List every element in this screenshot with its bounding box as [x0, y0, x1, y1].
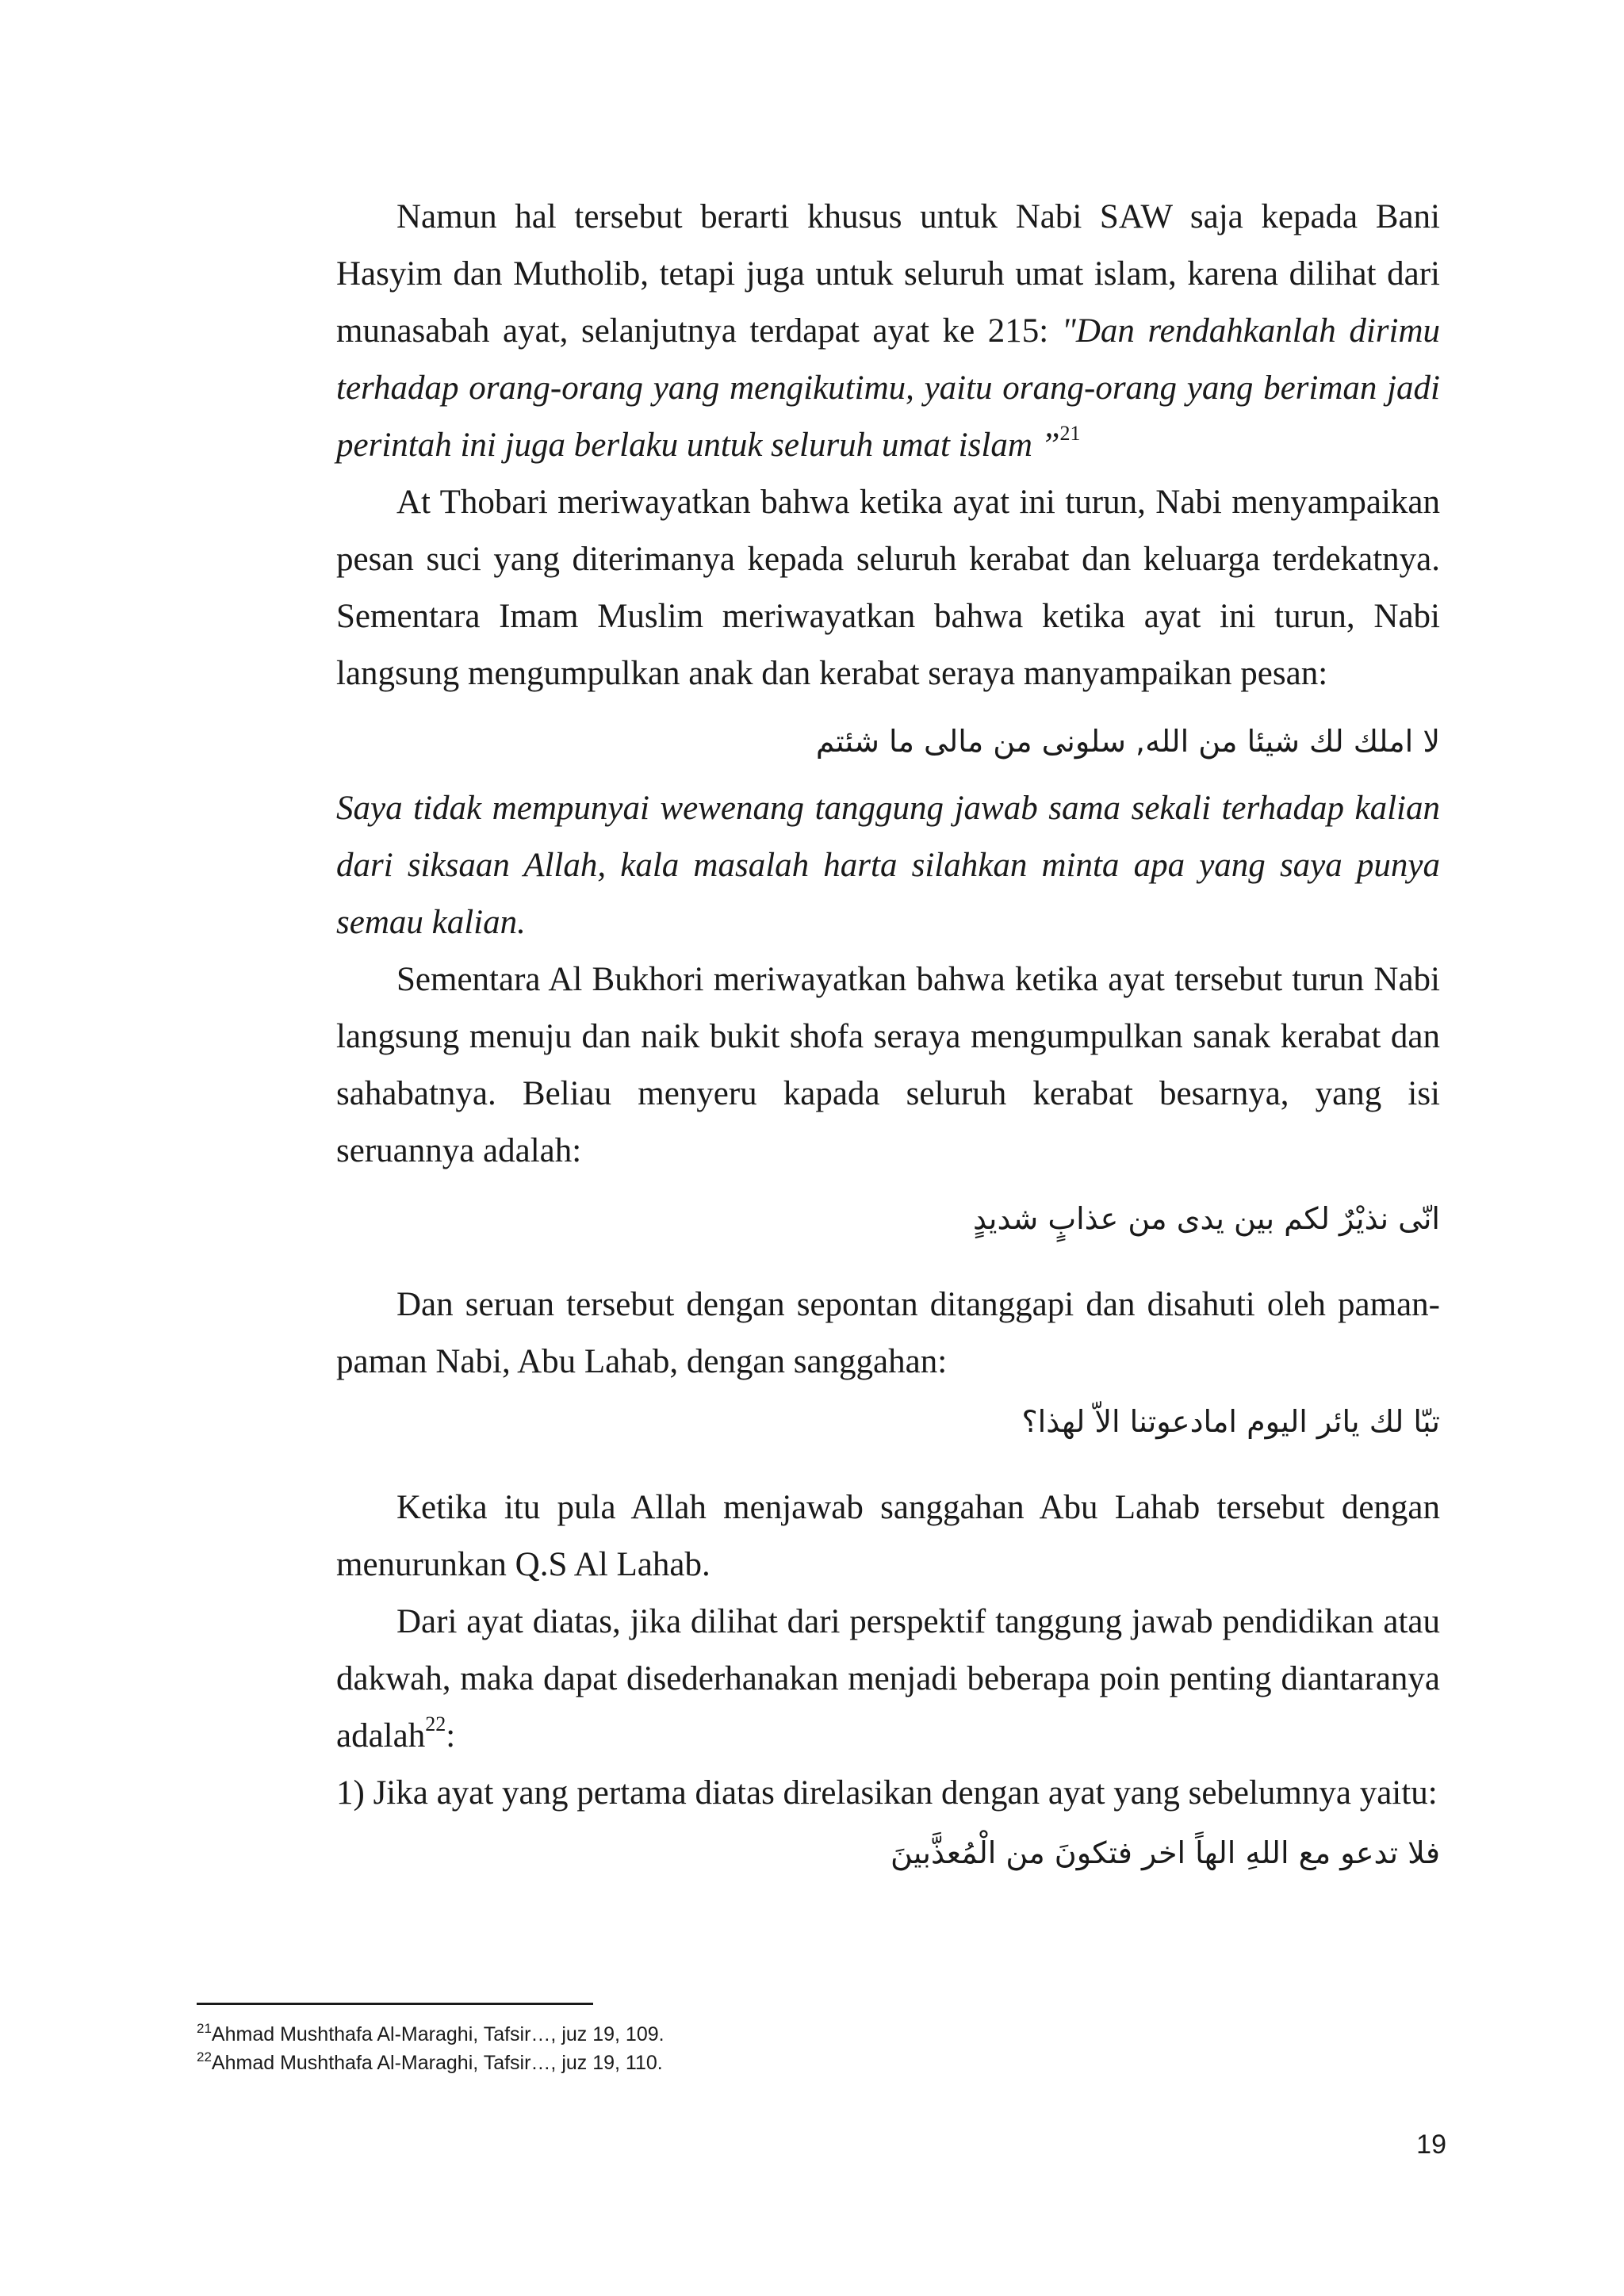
paragraph-2: At Thobari meriwayatkan bahwa ketika ayat ini turun, Nabi menyampaikan pesan suci yang diterimanya kepada seluruh kerabat dan keluarga terdekatnya. Sementara Imam Muslim meriwayatkan bahwa ketika ayat ini turun, Nabi langsung mengumpulkan anak dan kerabat seraya manyampaikan pesan: [336, 484, 1440, 692]
paragraph-3: Sementara Al Bukhori meriwayatkan bahwa ketika ayat tersebut turun Nabi langsung menuju dan naik bukit shofa seraya mengumpulkan sanak kerabat dan sahabatnya. Beliau menyeru kapada seluruh kerabat besarnya, yang isi seruannya adalah: [336, 961, 1440, 1169]
main-text-block [336, 189, 1440, 1884]
footnote-21 [197, 2020, 665, 2049]
paragraph-1-text: Namun hal tersebut berarti khusus untuk Nabi SAW saja kepada Bani Hasyim dan Mutholib, tetapi juga untuk seluruh umat islam, karena dilihat dari munasabah ayat, selanjutnya terdapat ayat ke 215: [336, 198, 1440, 350]
paragraph-6-suffix: : [446, 1717, 456, 1755]
arabic-quote-2: انّى نذيْرٌ لكم بين يدى من عذابٍ شديدٍ [972, 1201, 1440, 1236]
paragraph-4: Dan seruan tersebut dengan sepontan ditanggapi dan disahuti oleh paman-paman Nabi, Abu Lahab, dengan sanggahan: [336, 1286, 1440, 1380]
footnote-separator [197, 2003, 593, 2005]
paragraph-1 [336, 189, 1440, 474]
footnote-ref-21: 21 [1059, 422, 1081, 445]
footnotes [197, 2020, 665, 2077]
footnote-text: Ahmad Mushthafa Al-Maraghi, Tafsir…, juz 19, 110. [211, 2052, 663, 2074]
translation-1: Saya tidak mempunyai wewenang tanggung jawab sama sekali terhadap kalian dari siksaan Allah, kala masalah harta silahkan minta apa yang saya punya semau kalian. [336, 790, 1440, 941]
footnote-text: Ahmad Mushthafa Al-Maraghi, Tafsir…, juz 19, 109. [211, 2023, 665, 2045]
paragraph-6-text: Dari ayat diatas, jika dilihat dari perspektif tanggung jawab pendidikan atau dakwah, maka dapat disederhanakan menjadi beberapa poin penting diantaranya adalah [336, 1603, 1440, 1755]
page-number: 19 [1416, 2130, 1446, 2160]
paragraph-5: Ketika itu pula Allah menjawab sanggahan Abu Lahab tersebut dengan menurunkan Q.S Al Lahab. [336, 1489, 1440, 1583]
list-item-1: 1) Jika ayat yang pertama diatas direlasikan dengan ayat yang sebelumnya yaitu: [336, 1774, 1438, 1812]
paragraph-1-quote: "Dan rendahkanlah dirimu terhadap orang-orang yang mengikutimu, yaitu orang-orang yang beriman jadi perintah ini juga berlaku untuk seluruh umat islam ” [336, 312, 1440, 464]
footnote-22 [197, 2049, 665, 2077]
footnote-ref-22: 22 [425, 1712, 446, 1735]
arabic-quote-3: تبّا لك يائر اليوم امادعوتنا الاّ لهذا؟ [1021, 1404, 1440, 1439]
footnote-number: 21 [197, 2021, 212, 2036]
footnote-number: 22 [197, 2049, 212, 2064]
paragraph-6 [336, 1594, 1440, 1765]
arabic-quote-4: فلا تدعو مع اللهِ الهاً اخر فتكونَ من الْمُعذَّبينَ [891, 1835, 1440, 1870]
arabic-quote-1: لا املك لك شيئا من الله, سلونى من مالى ما شئتم [815, 724, 1440, 759]
